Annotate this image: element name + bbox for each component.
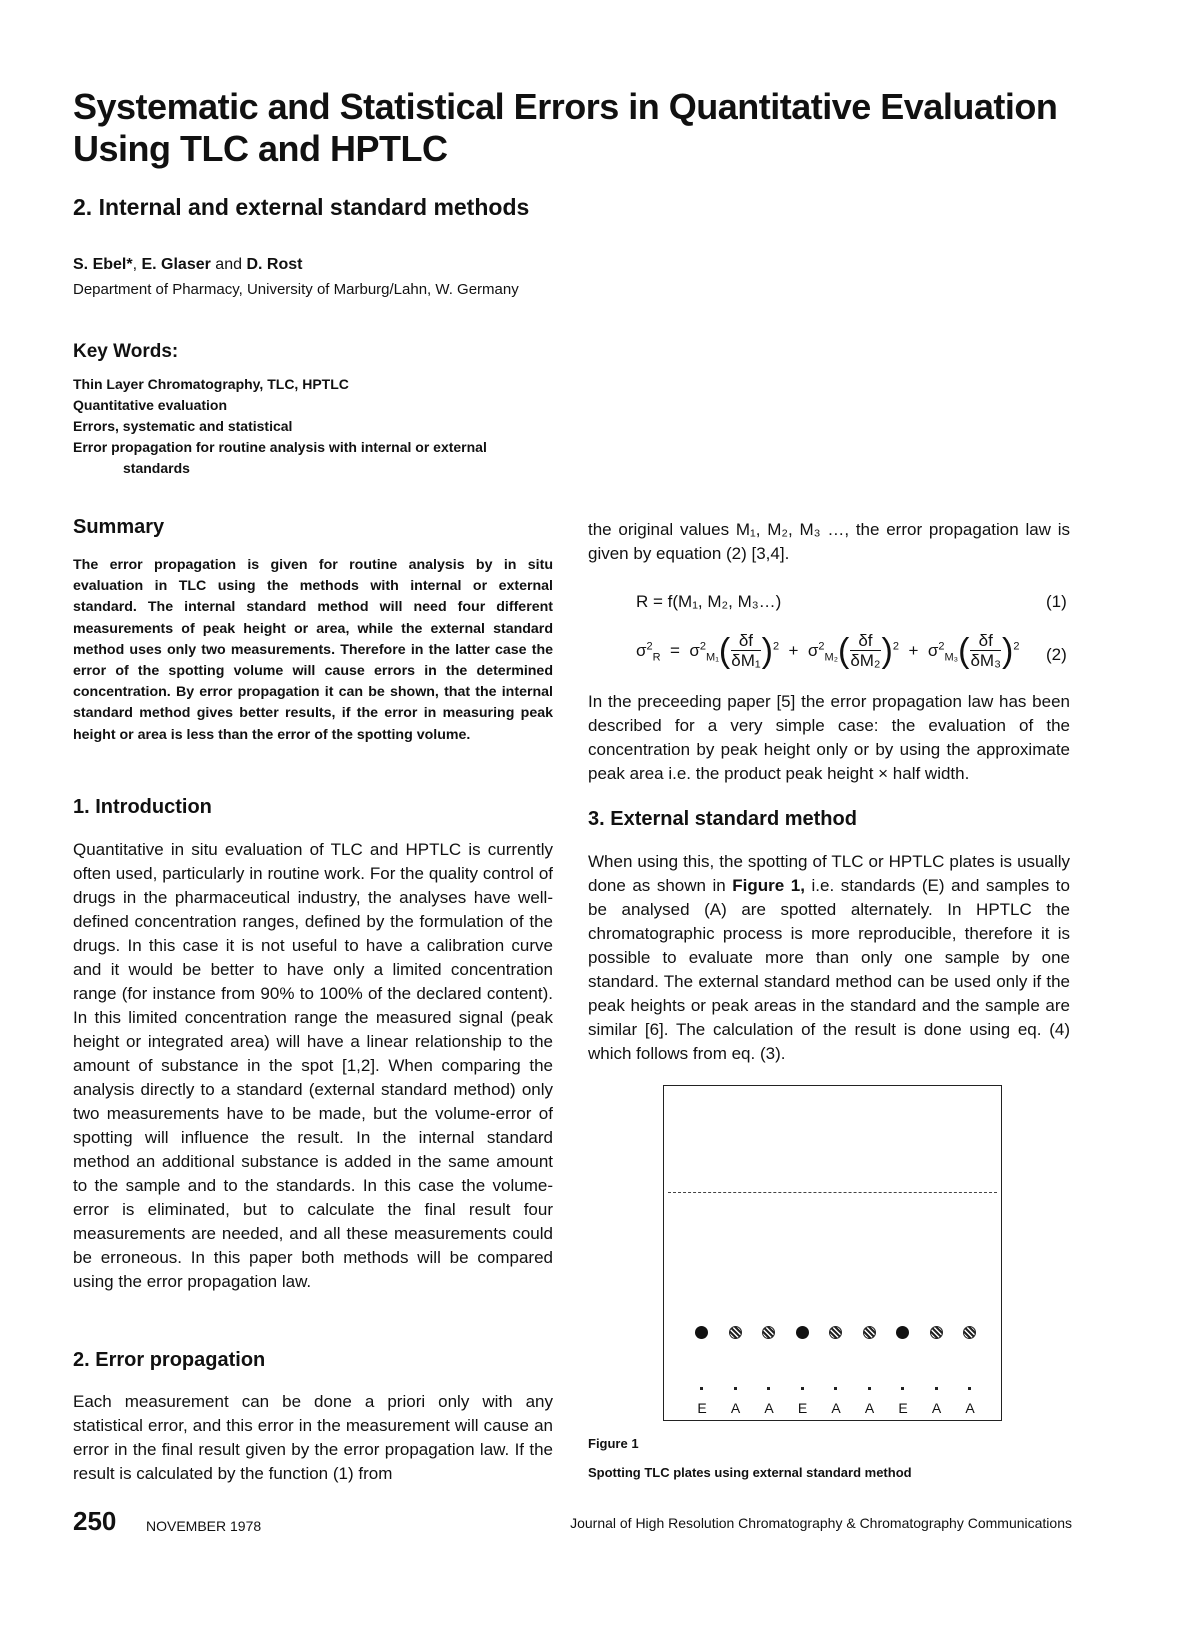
affiliation: Department of Pharmacy, University of Marburg/Lahn, W. Germany (73, 281, 519, 298)
text: When using this, the spotting of TLC or HPTLC plates is usually done as shown in (588, 852, 1070, 895)
sample-spot (762, 1326, 775, 1339)
separator: and (210, 256, 247, 273)
lane-label: E (697, 1400, 707, 1416)
summary-heading: Summary (73, 516, 165, 538)
errprop-heading: 2. Error propagation (73, 1349, 266, 1371)
sub: R (652, 651, 661, 664)
exp: 2 (818, 640, 825, 653)
equation-1: R = f(M₁, M₂, M₃…) (636, 592, 782, 611)
exp: 2 (699, 640, 707, 653)
journal-name: Journal of High Resolution Chromatography & Chromatography Communications (570, 1515, 1072, 1531)
issue-date: NOVEMBER 1978 (146, 1518, 262, 1534)
exp: 2 (646, 640, 653, 653)
page-number: 250 (73, 1506, 117, 1536)
lane-label: A (864, 1400, 875, 1416)
denominator: δM₃ (970, 651, 1001, 670)
lane-label: A (965, 1400, 975, 1416)
errprop-text: Each measurement can be done a priori only with any statistical error, and this error in the measurement will cause an error in the final result given by the error propagation law. If the result is calculated by the function (1) from (73, 1392, 553, 1483)
figure-caption: Spotting TLC plates using external standard method (588, 1465, 912, 1480)
lane-label: A (764, 1400, 774, 1416)
sample-spot (729, 1326, 742, 1339)
sigma: σ (807, 640, 819, 660)
sub: M₃ (944, 651, 959, 664)
keyword: Errors, systematic and statistical (73, 418, 293, 434)
sample-spot (829, 1326, 842, 1339)
summary-text: The error propagation is given for routine analysis by in situ evaluation in TLC using the methods with internal or external standard. The internal standard method will need four different measurements of peak height or area, while the external standard method uses only two measurements. Therefore in the latter case the error of the spotting volume will cause errors in the determined concentration. By error propagation it can be shown, that the internal standard method gives better results, if the error in measuring peak height or area is less than the error of the spotting volume. (73, 557, 553, 743)
right-intro-text: the original values M₁, M₂, M₃ …, the error propagation law is given by equation (2) [3,4]. (588, 520, 1070, 563)
lane-label: A (931, 1400, 942, 1416)
exp: 2 (772, 640, 780, 653)
intro-text: Quantitative in situ evaluation of TLC and HPTLC is currently often used, particularly in routine work. For the quality control of drugs in the pharmaceutical industry, the analyses have well-defined concentration ranges, defined by the formulation of the drugs. In this case it is not useful to have a calibration curve and it would be better to have only a limited concentration range (for instance from 90% to 100% of the declared content). In this limited concentration range the measured signal (peak height or integrated area) will have a linear relationship to the amount of substance in the spot [1,2]. When comparing the analysis directly to a standard (external standard method) only two measurements have to be made, but the volume-error of spotting will influence the result. In the internal standard method an additional substance is added in the same amount to the sample and to the standards. In this case the volume-error is eliminated, but to calculate the final result four measurements are needed, and all these measurements could be erroneous. In this paper both methods will be compared using the error propagation law. (73, 840, 553, 1291)
solvent-front-line (668, 1192, 997, 1193)
exp: 2 (892, 640, 899, 653)
equation-1-number: (1) (1046, 592, 1067, 611)
authors (73, 256, 302, 274)
author: S. Ebel* (73, 256, 133, 273)
equals: = (670, 640, 680, 660)
figure-1-plate (663, 1085, 1002, 1421)
start-point (834, 1387, 837, 1390)
sample-spot (863, 1326, 876, 1339)
keyword: standards (123, 460, 190, 476)
keyword: Quantitative evaluation (73, 397, 228, 413)
start-point (901, 1387, 904, 1390)
figure-reference: Figure 1, (732, 876, 805, 895)
plus: + (788, 640, 799, 660)
start-point (801, 1387, 804, 1390)
exp: 2 (938, 640, 945, 653)
standard-spot (796, 1326, 809, 1339)
sigma: σ (689, 640, 700, 660)
start-point (968, 1387, 971, 1390)
denominator: δM₁ (731, 651, 761, 670)
standard-spot (695, 1326, 708, 1339)
sample-spot (930, 1326, 943, 1339)
keyword: Thin Layer Chromatography, TLC, HPTLC (73, 376, 349, 392)
keywords-list (73, 374, 563, 479)
lane-label: E (797, 1400, 808, 1416)
author: D. Rost (246, 256, 303, 273)
exp: 2 (1013, 640, 1020, 653)
equation-2: $\sigma^2_R = \sigma^2_{M_1}$( $\frac{\delta f}{\text{δM₁}}$ )$^2 + \sigma^2_{M_2}$( $\frac{\delta f}{\text{δM₂}}$ )$^2 + \sigma^2_{M_3}$( $\frac{\delta f}{\text{δM₃}}$ )$^2$ (636, 631, 1020, 670)
lane-label: A (831, 1400, 841, 1416)
keywords-heading: Key Words: (73, 341, 179, 362)
start-point (700, 1387, 703, 1390)
numerator: δf (731, 632, 760, 651)
sigma: σ (636, 640, 647, 660)
intro-heading: 1. Introduction (73, 796, 212, 818)
start-point (734, 1387, 737, 1390)
text: i.e. standards (E) and samples to be analysed (A) are spotted alternately. In HPTLC the chromatographic process is more reproducible, therefore it is possible to evaluate more than only one sample by one standard. The external standard method can be used only if the peak heights or peak areas in the standard and the sample are similar [6]. The calculation of the result is done using eq. (4) which follows from eq. (3). (588, 876, 1070, 1063)
numerator: δf (850, 632, 880, 651)
start-point (868, 1387, 871, 1390)
separator: , (132, 256, 142, 273)
figure-label: Figure 1 (588, 1436, 639, 1451)
paper-subtitle: 2. Internal and external standard methods (73, 194, 530, 220)
standard-spot (896, 1326, 909, 1339)
sample-spot (963, 1326, 976, 1339)
sigma: σ (927, 640, 939, 660)
external-text (588, 850, 1070, 1066)
numerator: δf (970, 632, 1001, 651)
author: E. Glaser (141, 256, 211, 273)
start-point (767, 1387, 770, 1390)
keyword: Error propagation for routine analysis with internal or external (73, 439, 487, 455)
external-heading: 3. External standard method (588, 808, 857, 830)
paper-title: Systematic and Statistical Errors in Quantitative Evaluation Using TLC and HPTLC (73, 86, 1058, 169)
plus: + (908, 640, 919, 660)
sub: M₁ (706, 651, 719, 664)
start-point (935, 1387, 938, 1390)
equation-2-number: (2) (1046, 645, 1067, 664)
sub: M₂ (824, 651, 838, 664)
lane-label: A (730, 1400, 741, 1416)
preceeding-text: In the preceeding paper [5] the error propagation law has been described for a very simple case: the evaluation of the concentration by peak height only or by using the approximate peak area i.e. the product peak height × half width. (588, 692, 1070, 783)
lane-label: E (898, 1400, 908, 1416)
denominator: δM₂ (850, 651, 881, 670)
